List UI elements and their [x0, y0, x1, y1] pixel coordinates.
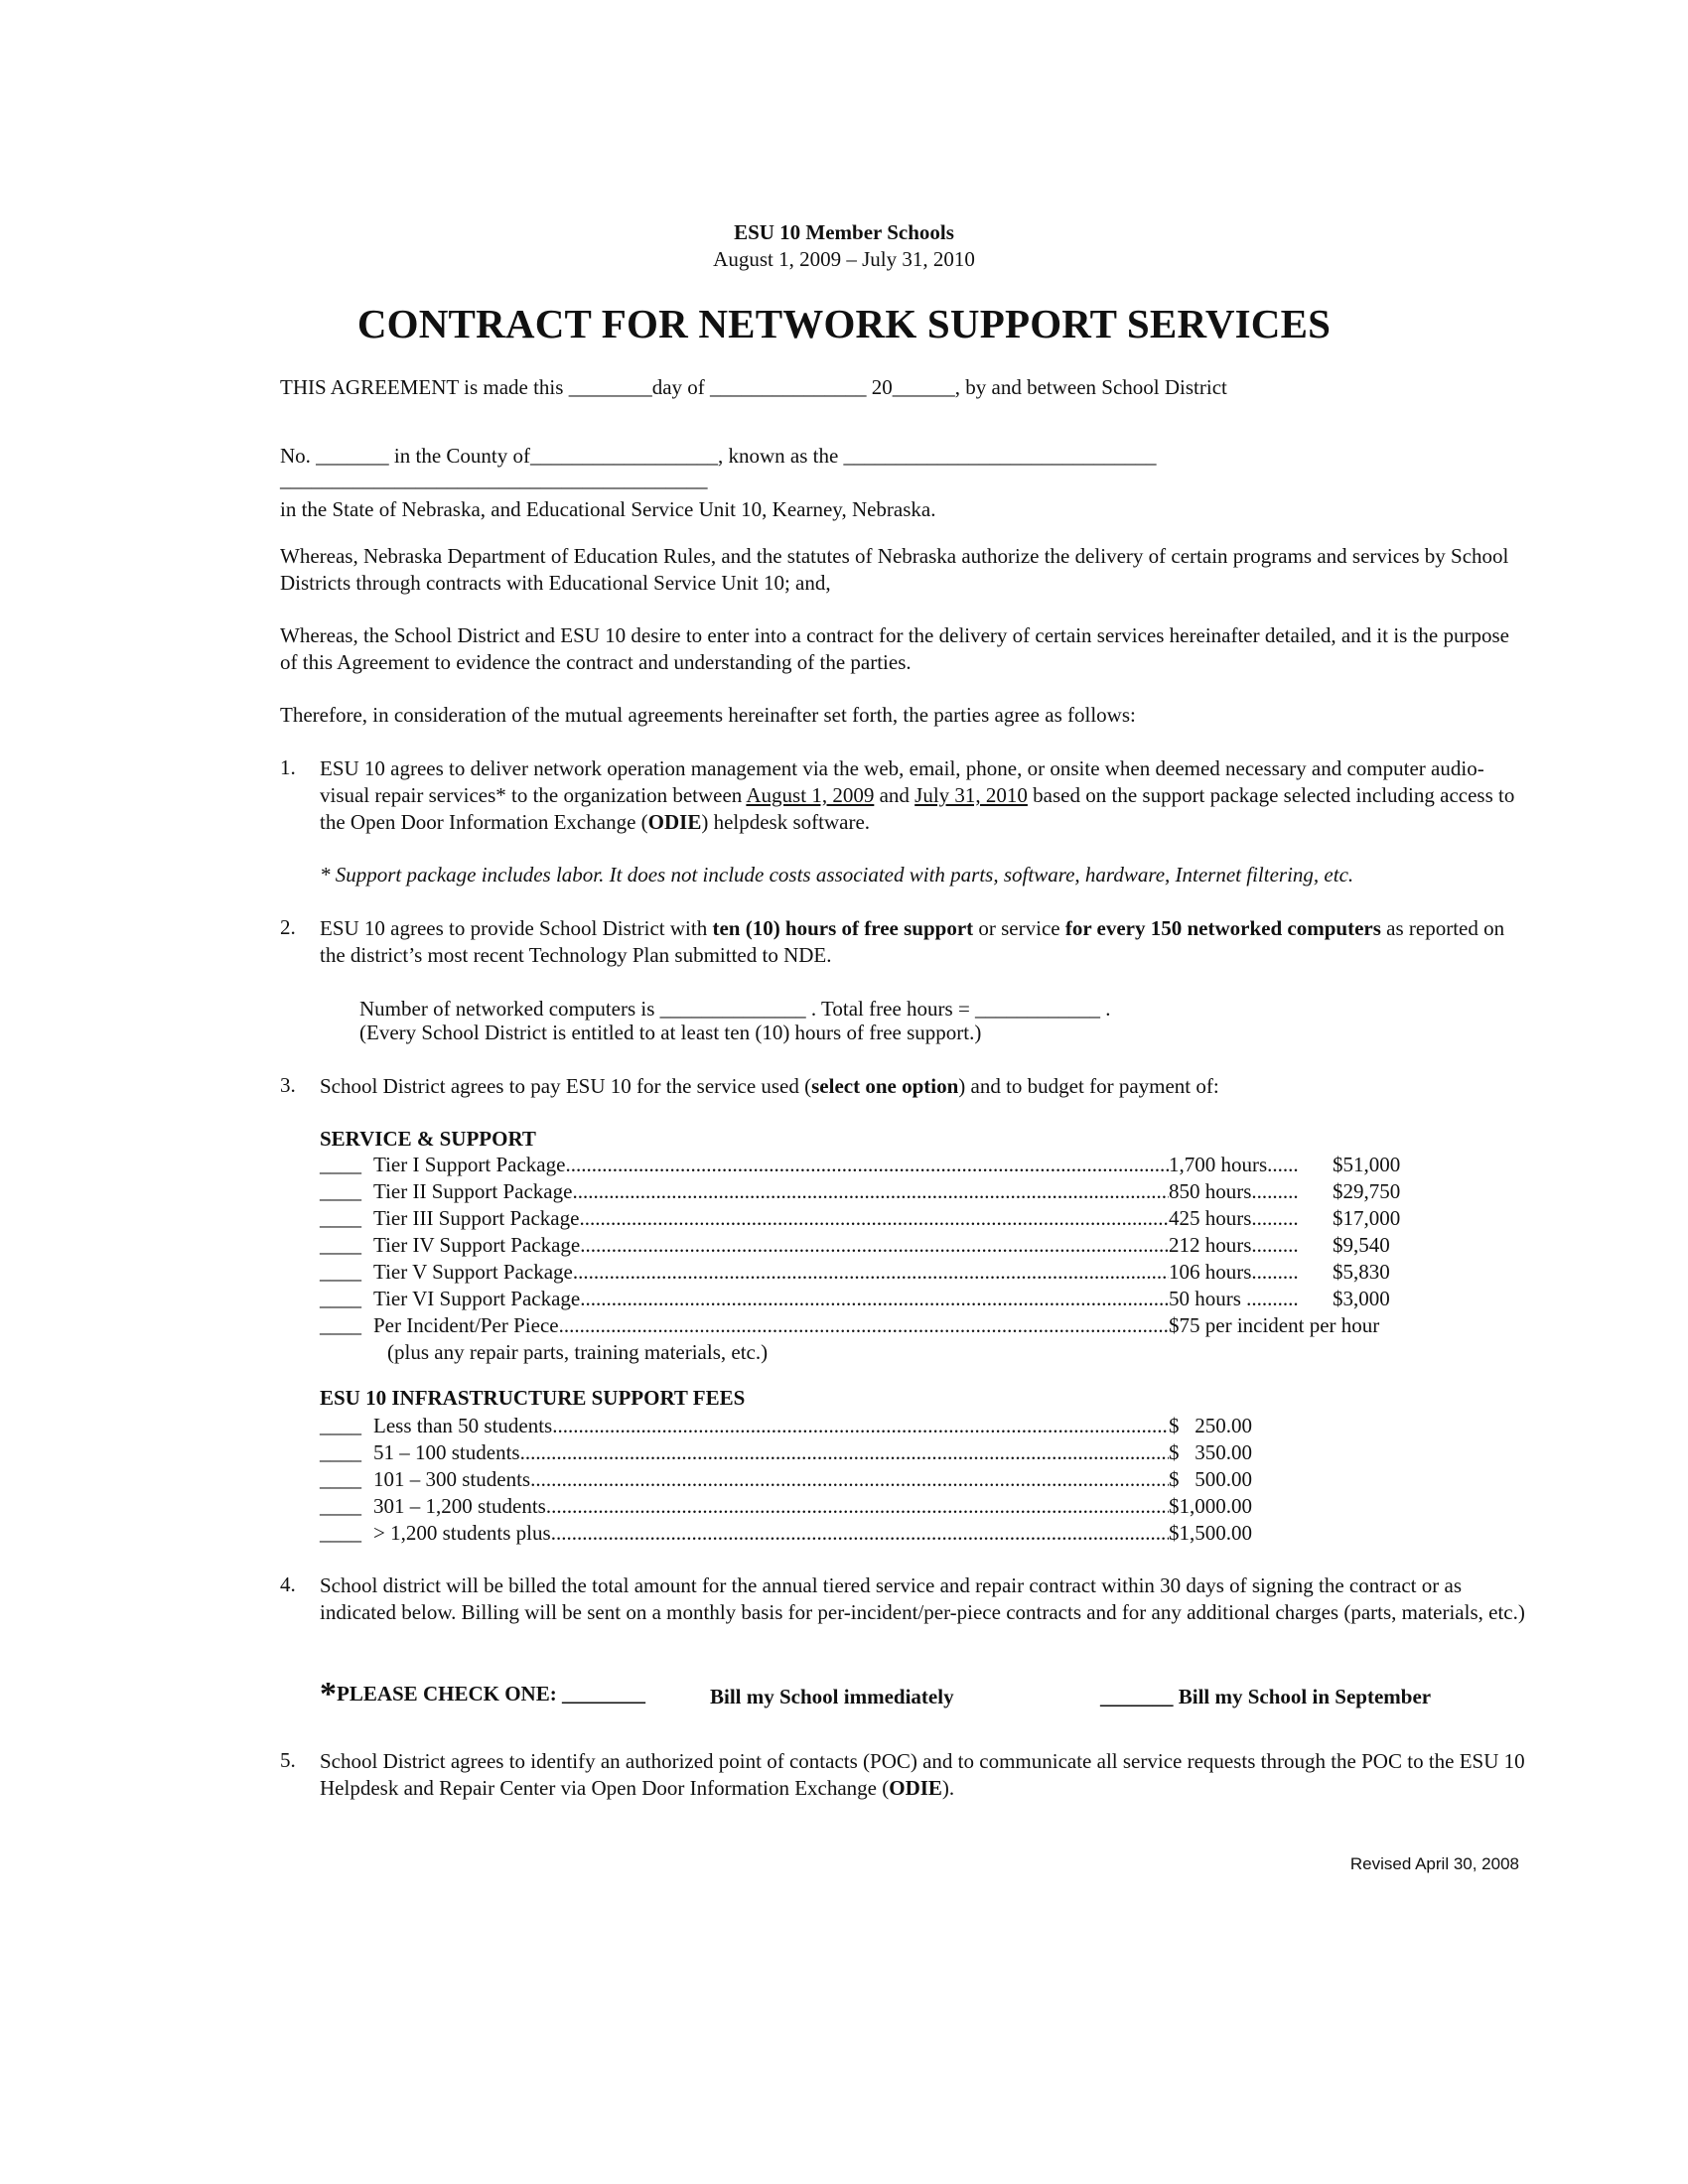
intro-line-2: No. _______ in the County of__________________, known as the ______________________________	[280, 444, 1157, 468]
check-one-label: PLEASE CHECK ONE: ________	[337, 1682, 645, 1706]
whereas-paragraph-1: Whereas, Nebraska Department of Education Rules, and the statutes of Nebraska authorize the delivery of certain programs and services by School Districts through contracts with Educational Service Unit 10; and,	[280, 544, 1509, 595]
item-5-number: 5.	[280, 1748, 296, 1772]
support-package-note: * Support package includes labor. It does not include costs associated with parts, software, hardware, Internet filtering, etc.	[320, 863, 1354, 887]
item-2-number: 2.	[280, 915, 296, 939]
item-1-text: ESU 10 agrees to deliver network operation management via the web, email, phone, or onsite when deemed necessary and computer audio-visual repair services* to the organization between August 1, 2009 and July 31, 2010 based on the support package selected including access to the Open Door Information Exchange (ODIE) helpdesk software.	[320, 756, 1515, 834]
infra-row: ____ 51 – 100 students ..... $ 350.00	[320, 1439, 1412, 1466]
intro-line-3: _________________________________________	[280, 468, 708, 491]
item-3-text: School District agrees to pay ESU 10 for the service used (select one option) and to budget for payment of:	[320, 1074, 1219, 1098]
item-2-text: ESU 10 agrees to provide School District with ten (10) hours of free support or service for every 150 networked computers as reported on the district’s most recent Technology Plan submitted to NDE.	[320, 916, 1505, 967]
start-date: August 1, 2009	[746, 783, 875, 807]
bill-september-option[interactable]: _______ Bill my School in September	[1100, 1685, 1432, 1708]
page-title: CONTRACT FOR NETWORK SUPPORT SERVICES	[356, 301, 1332, 346]
revision-date: Revised April 30, 2008	[1349, 1854, 1519, 1873]
asterisk-mark: *	[320, 1676, 337, 1712]
service-row: ____ Tier II Support Package ..... 850 hours......... $29,750	[320, 1178, 1412, 1205]
item-3-number: 3.	[280, 1073, 296, 1097]
service-support-heading: SERVICE & SUPPORT	[320, 1127, 536, 1151]
infra-row: ____ 101 – 300 students ..... $ 500.00	[320, 1466, 1412, 1493]
service-row: ____ Tier V Support Package ..... 106 hours......... $5,830	[320, 1259, 1412, 1286]
item-4-number: 4.	[280, 1572, 296, 1596]
check-one-row	[320, 1676, 645, 1713]
end-date: July 31, 2010	[914, 783, 1028, 807]
item-5-text: School District agrees to identify an authorized point of contacts (POC) and to communicate all service requests through the POC to the ESU 10 Helpdesk and Repair Center via Open Door Information Exchange (ODIE).	[320, 1749, 1525, 1800]
infrastructure-heading: ESU 10 INFRASTRUCTURE SUPPORT FEES	[320, 1386, 746, 1410]
item-4-text: School district will be billed the total amount for the annual tiered service and repair contract within 30 days of signing the contract or as indicated below. Billing will be sent on a monthly basis for per-incident/per-piece contracts and for any additional charges (parts, materials, etc.)	[320, 1573, 1525, 1624]
whereas-paragraph-2: Whereas, the School District and ESU 10 desire to enter into a contract for the delivery of certain services hereinafter detailed, and it is the purpose of this Agreement to evidence the contract and understanding of the parties.	[280, 623, 1509, 674]
service-row: ____ Tier IV Support Package ..... 212 hours......... $9,540	[320, 1232, 1412, 1259]
service-row: ____ Tier III Support Package ..... 425 hours......... $17,000	[320, 1205, 1412, 1232]
infra-row: ____ 301 – 1,200 students ..... $1,000.00	[320, 1493, 1412, 1520]
header-date-range: August 1, 2009 – July 31, 2010	[713, 247, 975, 271]
intro-line-1: THIS AGREEMENT is made this ________day of _______________ 20______, by and between School District	[280, 375, 1227, 399]
service-row: ____ Tier VI Support Package ..... 50 hours .......... $3,000	[320, 1286, 1412, 1312]
service-row: ____ Tier I Support Package ..... 1,700 hours...... $51,000	[320, 1152, 1412, 1178]
infra-row: ____ Less than 50 students ..... $ 250.00	[320, 1413, 1412, 1439]
free-support-note: (Every School District is entitled to at least ten (10) hours of free support.)	[359, 1021, 982, 1044]
repair-parts-note: (plus any repair parts, training materials, etc.)	[387, 1340, 769, 1364]
item-1-number: 1.	[280, 755, 296, 779]
therefore-paragraph: Therefore, in consideration of the mutual agreements hereinafter set forth, the parties agree as follows:	[280, 703, 1136, 727]
service-row: ____ Per Incident/Per Piece ..... $75 per incident per hour	[320, 1312, 1412, 1339]
header-member-schools: ESU 10 Member Schools	[734, 220, 954, 244]
bill-immediately-option[interactable]: Bill my School immediately	[710, 1685, 954, 1708]
intro-line-4: in the State of Nebraska, and Educational Service Unit 10, Kearney, Nebraska.	[280, 497, 936, 521]
networked-computers-line: Number of networked computers is ______________ . Total free hours = ____________ .	[359, 997, 1111, 1021]
infra-row: ____ > 1,200 students plus ..... $1,500.00	[320, 1520, 1412, 1547]
